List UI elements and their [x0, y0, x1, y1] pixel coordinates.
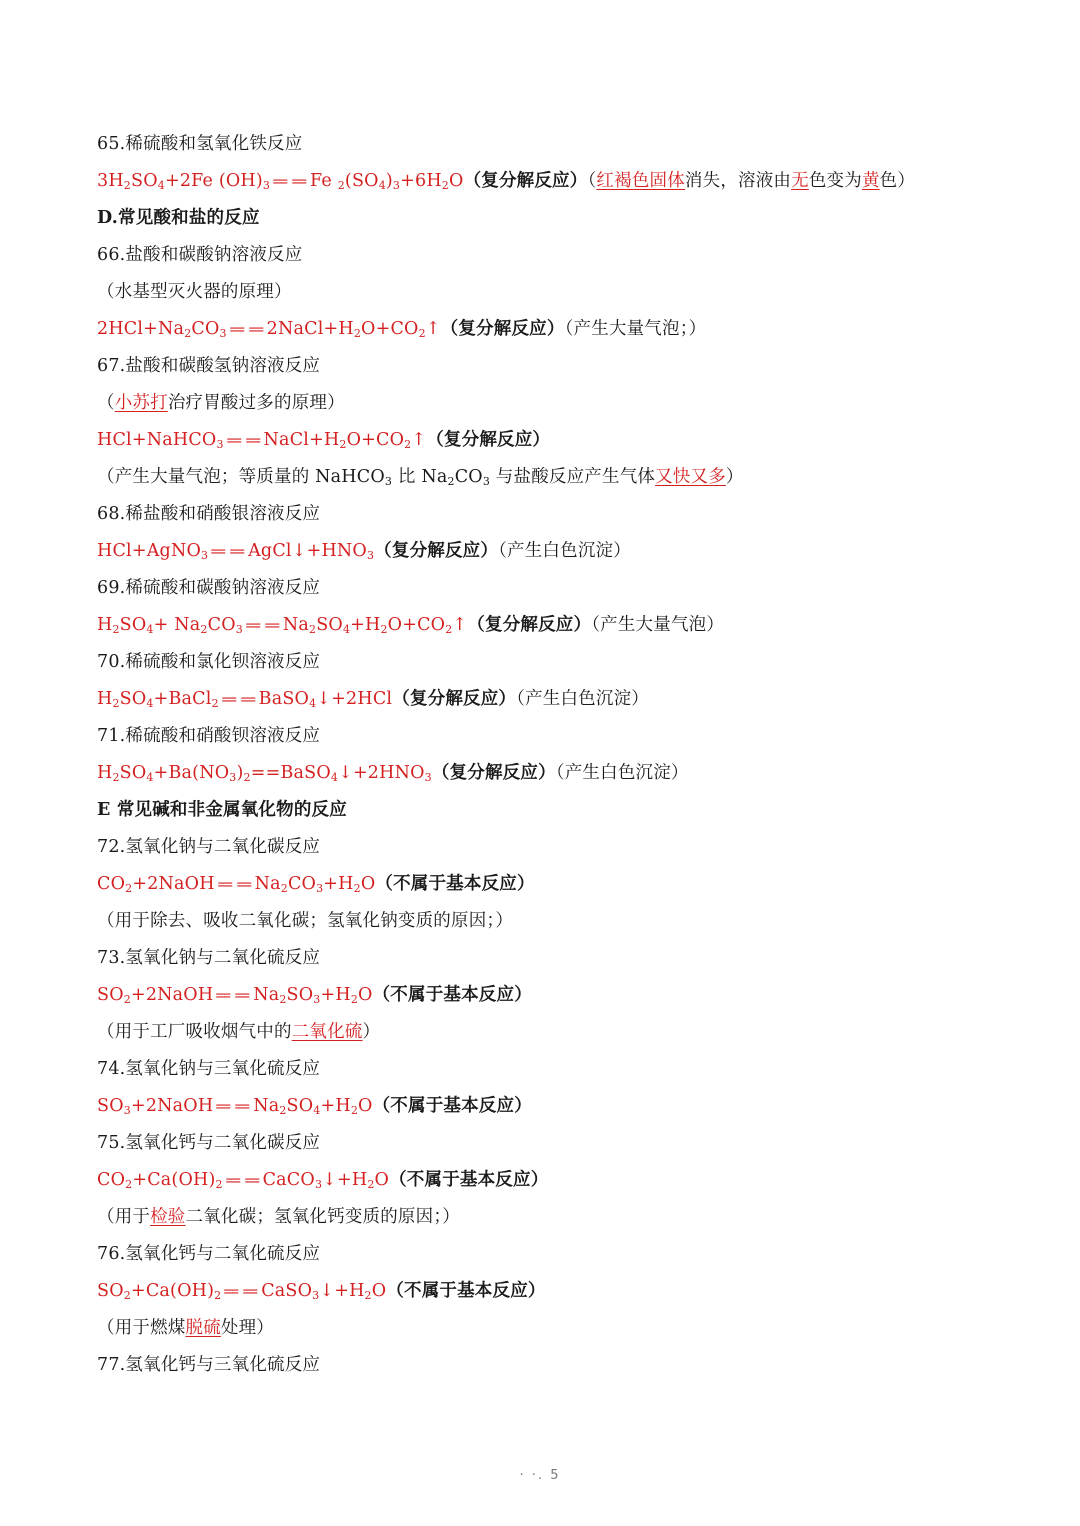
text-segment: AgCl↓+HNO: [248, 541, 367, 561]
text-segment: （不属于基本反应）: [386, 1281, 546, 1301]
subscript: 2: [350, 993, 359, 1006]
text-segment: SO: [286, 1096, 314, 1116]
underlined-keyword: 黄: [861, 171, 880, 191]
text-segment: SO: [119, 763, 147, 783]
note-line: [97, 459, 1037, 496]
underlined-keyword: 又快又多: [655, 467, 726, 487]
text-segment: （产生白色沉淀）: [516, 689, 649, 709]
text-segment: O: [358, 1096, 373, 1116]
text-segment: （复分解反应）: [463, 171, 588, 191]
text-segment: 治疗胃酸过多的原理）: [167, 393, 345, 413]
text-segment: 二氧化碳；氢氧化钙变质的原因；）: [185, 1207, 460, 1227]
text-segment: （复分解反应）: [431, 763, 556, 783]
subscript: 2: [123, 179, 131, 192]
equals-sign: ==: [209, 544, 248, 560]
text-segment: 76.氢氧化钙与二氧化硫反应: [97, 1244, 321, 1264]
text-segment: （不属于基本反应）: [372, 985, 532, 1005]
text-segment: O: [449, 171, 464, 191]
subscript: 2: [445, 623, 453, 636]
text-segment: ↓+2HNO: [338, 763, 425, 783]
text-segment: D.常见酸和盐的反应: [97, 208, 260, 228]
underlined-keyword: 脱硫: [185, 1318, 221, 1338]
subscript: 4: [146, 623, 154, 636]
text-segment: （不属于基本反应）: [389, 1170, 549, 1190]
subscript: 3: [216, 438, 224, 451]
text-segment: ): [236, 763, 244, 783]
text-segment: O+CO: [387, 615, 446, 635]
subscript: 2: [125, 882, 133, 895]
text-segment: ): [385, 171, 393, 191]
text-segment: E 常见碱和非金属氧化物的反应: [97, 800, 347, 820]
text-segment: Na: [253, 1096, 280, 1116]
text-segment: 2NaCl+H: [266, 319, 354, 339]
text-segment: + Na: [153, 615, 201, 635]
text-segment: H: [97, 689, 113, 709]
text-segment: CO: [97, 1170, 126, 1190]
subscript: 2: [308, 623, 317, 636]
text-segment: （复分解反应）: [440, 319, 565, 339]
text-segment: （不属于基本反应）: [375, 874, 535, 894]
reaction-title: [97, 644, 1037, 681]
text-segment: +2NaOH: [132, 874, 215, 894]
text-segment: ↓+2HCl: [316, 689, 393, 709]
text-segment: +BaCl: [153, 689, 212, 709]
equation-line: [97, 755, 1037, 792]
text-segment: CO: [191, 319, 220, 339]
text-segment: （: [97, 393, 115, 413]
subscript: 3: [314, 1178, 323, 1191]
text-segment: 68.稀盐酸和硝酸银溶液反应: [97, 504, 321, 524]
equation-line: [97, 1273, 1037, 1310]
text-segment: 色）: [879, 171, 916, 191]
note-line: [97, 1014, 1037, 1051]
equals-sign: ==: [215, 877, 254, 893]
equals-sign: ==: [223, 1173, 262, 1189]
subscript: 4: [330, 771, 339, 784]
text-segment: O: [371, 1281, 387, 1301]
text-segment: ↓+H: [319, 1281, 365, 1301]
equals-sign: ==: [270, 174, 310, 190]
text-segment: HCl+NaHCO: [97, 430, 217, 450]
note-line: [97, 274, 1037, 311]
subscript: 2: [441, 179, 449, 192]
reaction-title: [97, 1051, 1037, 1088]
section-heading: [97, 200, 1037, 237]
text-segment: 69.稀硫酸和碳酸钠溶液反应: [97, 578, 321, 598]
underlined-keyword: 无: [791, 171, 809, 191]
subscript: 2: [215, 1178, 223, 1191]
text-segment: SO: [97, 1281, 124, 1301]
subscript: 2: [367, 1178, 375, 1191]
subscript: 4: [146, 771, 154, 784]
subscript: 2: [125, 1178, 133, 1191]
reaction-title: [97, 1347, 1037, 1384]
text-segment: CaCO: [262, 1170, 315, 1190]
note-line: [97, 903, 1037, 940]
text-segment: O+CO: [346, 430, 405, 450]
equation-line: [97, 311, 1037, 348]
reaction-title: [97, 126, 1037, 163]
text-segment: O: [358, 985, 373, 1005]
text-segment: CO: [207, 615, 236, 635]
equals-sign: ==: [227, 322, 266, 338]
text-segment: H: [97, 763, 113, 783]
text-segment: 77.氢氧化钙与三氧化硫反应: [97, 1355, 321, 1375]
subscript: 3: [262, 179, 271, 192]
text-segment: 73.氢氧化钠与二氧化硫反应: [97, 948, 321, 968]
text-segment: 与盐酸反应产生气体: [490, 467, 656, 487]
text-segment: 比 Na: [392, 467, 448, 487]
text-segment: SO: [316, 615, 343, 635]
text-segment: ↓+H: [322, 1170, 368, 1190]
reaction-title: [97, 237, 1037, 274]
text-segment: Na: [282, 615, 309, 635]
text-segment: +H: [320, 1096, 351, 1116]
underlined-keyword: 小苏打: [114, 393, 168, 413]
text-segment: （复分解反应）: [467, 615, 592, 635]
subscript: 2: [112, 771, 120, 784]
subscript: 3: [482, 475, 491, 488]
text-segment: （产生白色沉淀）: [555, 763, 689, 783]
subscript: 2: [211, 697, 219, 710]
text-segment: +2NaOH: [130, 1096, 214, 1116]
text-segment: （复分解反应）: [426, 430, 551, 450]
equals-sign: ==: [222, 1284, 261, 1300]
subscript: 2: [279, 993, 287, 1006]
text-segment: 色变为: [808, 171, 862, 191]
reaction-title: [97, 496, 1037, 533]
reaction-title: [97, 1125, 1037, 1162]
reaction-title: [97, 829, 1037, 866]
text-segment: 处理）: [220, 1318, 275, 1338]
equals-sign: ==: [214, 988, 253, 1004]
text-segment: NaCl+H: [263, 430, 340, 450]
subscript: 3: [123, 1104, 131, 1117]
text-segment: 3H: [97, 171, 124, 191]
text-segment: CaSO: [261, 1281, 313, 1301]
underlined-keyword: 二氧化硫: [291, 1022, 363, 1042]
subscript: 4: [342, 623, 351, 636]
subscript: 2: [404, 438, 412, 451]
equation-line: [97, 1162, 1037, 1199]
subscript: 2: [214, 1289, 222, 1302]
text-segment: (SO: [344, 171, 379, 191]
text-segment: 65.稀硫酸和氢氧化铁反应: [97, 134, 303, 154]
reaction-title: [97, 940, 1037, 977]
text-segment: （用于燃煤: [97, 1318, 186, 1338]
text-segment: ==BaSO: [250, 763, 331, 783]
text-segment: 67.盐酸和碳酸氢钠溶液反应: [97, 356, 321, 376]
subscript: 2: [243, 771, 251, 784]
subscript: 3: [424, 771, 432, 784]
text-segment: （水基型灭火器的原理）: [97, 282, 292, 302]
text-segment: ↑: [425, 319, 441, 339]
text-segment: ）: [362, 1022, 381, 1042]
text-segment: Fe: [310, 171, 338, 191]
text-segment: SO: [119, 689, 147, 709]
text-segment: CO: [454, 467, 483, 487]
note-line: [97, 1310, 1037, 1347]
text-segment: （复分解反应）: [392, 689, 517, 709]
text-segment: ↑: [411, 430, 427, 450]
equation-line: [97, 163, 1037, 200]
subscript: 3: [201, 549, 209, 562]
text-segment: +H: [323, 874, 354, 894]
text-segment: 72.氢氧化钠与二氧化碳反应: [97, 837, 321, 857]
subscript: 2: [184, 327, 192, 340]
text-segment: （用于除去、吸收二氧化碳；氢氧化钠变质的原因；）: [97, 911, 514, 931]
page-number: · ·. 5: [519, 1468, 561, 1483]
text-segment: Na: [253, 985, 280, 1005]
subscript: 2: [353, 327, 362, 340]
text-segment: H: [97, 615, 113, 635]
text-segment: +Ca(OH): [130, 1281, 215, 1301]
text-segment: 75.氢氧化钙与二氧化碳反应: [97, 1133, 321, 1153]
text-segment: CO: [287, 874, 317, 894]
note-line: [97, 1199, 1037, 1236]
subscript: 2: [339, 438, 347, 451]
text-segment: O: [360, 874, 376, 894]
underlined-keyword: 检验: [150, 1207, 186, 1227]
equation-line: [97, 977, 1037, 1014]
text-segment: +2NaOH: [130, 985, 214, 1005]
text-segment: BaSO: [258, 689, 310, 709]
subscript: 3: [229, 771, 237, 784]
equation-line: [97, 1088, 1037, 1125]
subscript: 3: [392, 179, 401, 192]
subscript: 3: [313, 993, 321, 1006]
subscript: 2: [447, 475, 455, 488]
reaction-title: [97, 570, 1037, 607]
text-segment: SO: [119, 615, 147, 635]
subscript: 3: [219, 327, 227, 340]
subscript: 3: [235, 623, 243, 636]
subscript: 3: [316, 882, 324, 895]
text-segment: 消失，溶液由: [684, 171, 792, 191]
text-segment: SO: [286, 985, 314, 1005]
underlined-keyword: 红褐色固体: [596, 171, 685, 191]
text-segment: +H: [320, 985, 351, 1005]
subscript: 4: [309, 697, 317, 710]
text-segment: 66.盐酸和碳酸钠溶液反应: [97, 245, 303, 265]
equation-line: [97, 866, 1037, 903]
subscript: 4: [378, 179, 386, 192]
subscript: 2: [123, 993, 131, 1006]
subscript: 2: [418, 327, 426, 340]
subscript: 4: [157, 179, 165, 192]
text-segment: （产生大量气泡）: [591, 615, 725, 635]
text-segment: （产生大量气泡；）: [564, 319, 707, 339]
text-segment: ↑: [452, 615, 468, 635]
subscript: 2: [279, 1104, 287, 1117]
text-segment: +Ba(NO: [153, 763, 230, 783]
equation-line: [97, 607, 1037, 644]
text-segment: 70.稀硫酸和氯化钡溶液反应: [97, 652, 321, 672]
equation-line: [97, 533, 1037, 570]
text-segment: （不属于基本反应）: [372, 1096, 532, 1116]
subscript: 2: [353, 882, 361, 895]
text-segment: HCl+AgNO: [97, 541, 202, 561]
equation-line: [97, 422, 1037, 459]
subscript: 2: [200, 623, 208, 636]
text-segment: O+CO: [361, 319, 419, 339]
text-segment: +H: [350, 615, 381, 635]
subscript: 4: [146, 697, 154, 710]
subscript: 2: [112, 623, 120, 636]
text-segment: +2Fe (OH): [164, 171, 263, 191]
text-segment: （产生大量气泡；等质量的 NaHCO: [97, 467, 385, 487]
text-segment: 71.稀硫酸和硝酸钡溶液反应: [97, 726, 321, 746]
text-segment: SO: [97, 1096, 124, 1116]
text-segment: ）: [725, 467, 744, 487]
text-segment: SO: [97, 985, 124, 1005]
text-segment: （用于: [97, 1207, 151, 1227]
subscript: 2: [380, 623, 388, 636]
subscript: 4: [313, 1104, 321, 1117]
text-segment: （用于工厂吸收烟气中的: [97, 1022, 292, 1042]
text-segment: O: [374, 1170, 390, 1190]
text-segment: （: [587, 171, 597, 191]
reaction-title: [97, 718, 1037, 755]
text-segment: +6H: [400, 171, 442, 191]
subscript: 2: [112, 697, 120, 710]
text-segment: +Ca(OH): [132, 1170, 216, 1190]
subscript: 3: [366, 549, 375, 562]
subscript: 2: [364, 1289, 372, 1302]
subscript: 3: [384, 475, 393, 488]
text-segment: SO: [131, 171, 158, 191]
equals-sign: ==: [243, 618, 282, 634]
subscript: 3: [312, 1289, 320, 1302]
equation-line: [97, 681, 1037, 718]
equals-sign: ==: [219, 692, 258, 708]
equals-sign: ==: [214, 1099, 253, 1115]
document-page: [97, 126, 1037, 1384]
text-segment: CO: [97, 874, 126, 894]
reaction-title: [97, 348, 1037, 385]
subscript: 2: [280, 882, 288, 895]
subscript: 2: [337, 179, 345, 192]
text-segment: Na: [254, 874, 281, 894]
reaction-title: [97, 1236, 1037, 1273]
text-segment: （产生白色沉淀）: [498, 541, 631, 561]
subscript: 2: [350, 1104, 359, 1117]
section-heading: [97, 792, 1037, 829]
subscript: 2: [123, 1289, 131, 1302]
text-segment: 2HCl+Na: [97, 319, 185, 339]
note-line: [97, 385, 1037, 422]
text-segment: 74.氢氧化钠与三氧化硫反应: [97, 1059, 321, 1079]
equals-sign: ==: [224, 433, 263, 449]
text-segment: （复分解反应）: [374, 541, 499, 561]
